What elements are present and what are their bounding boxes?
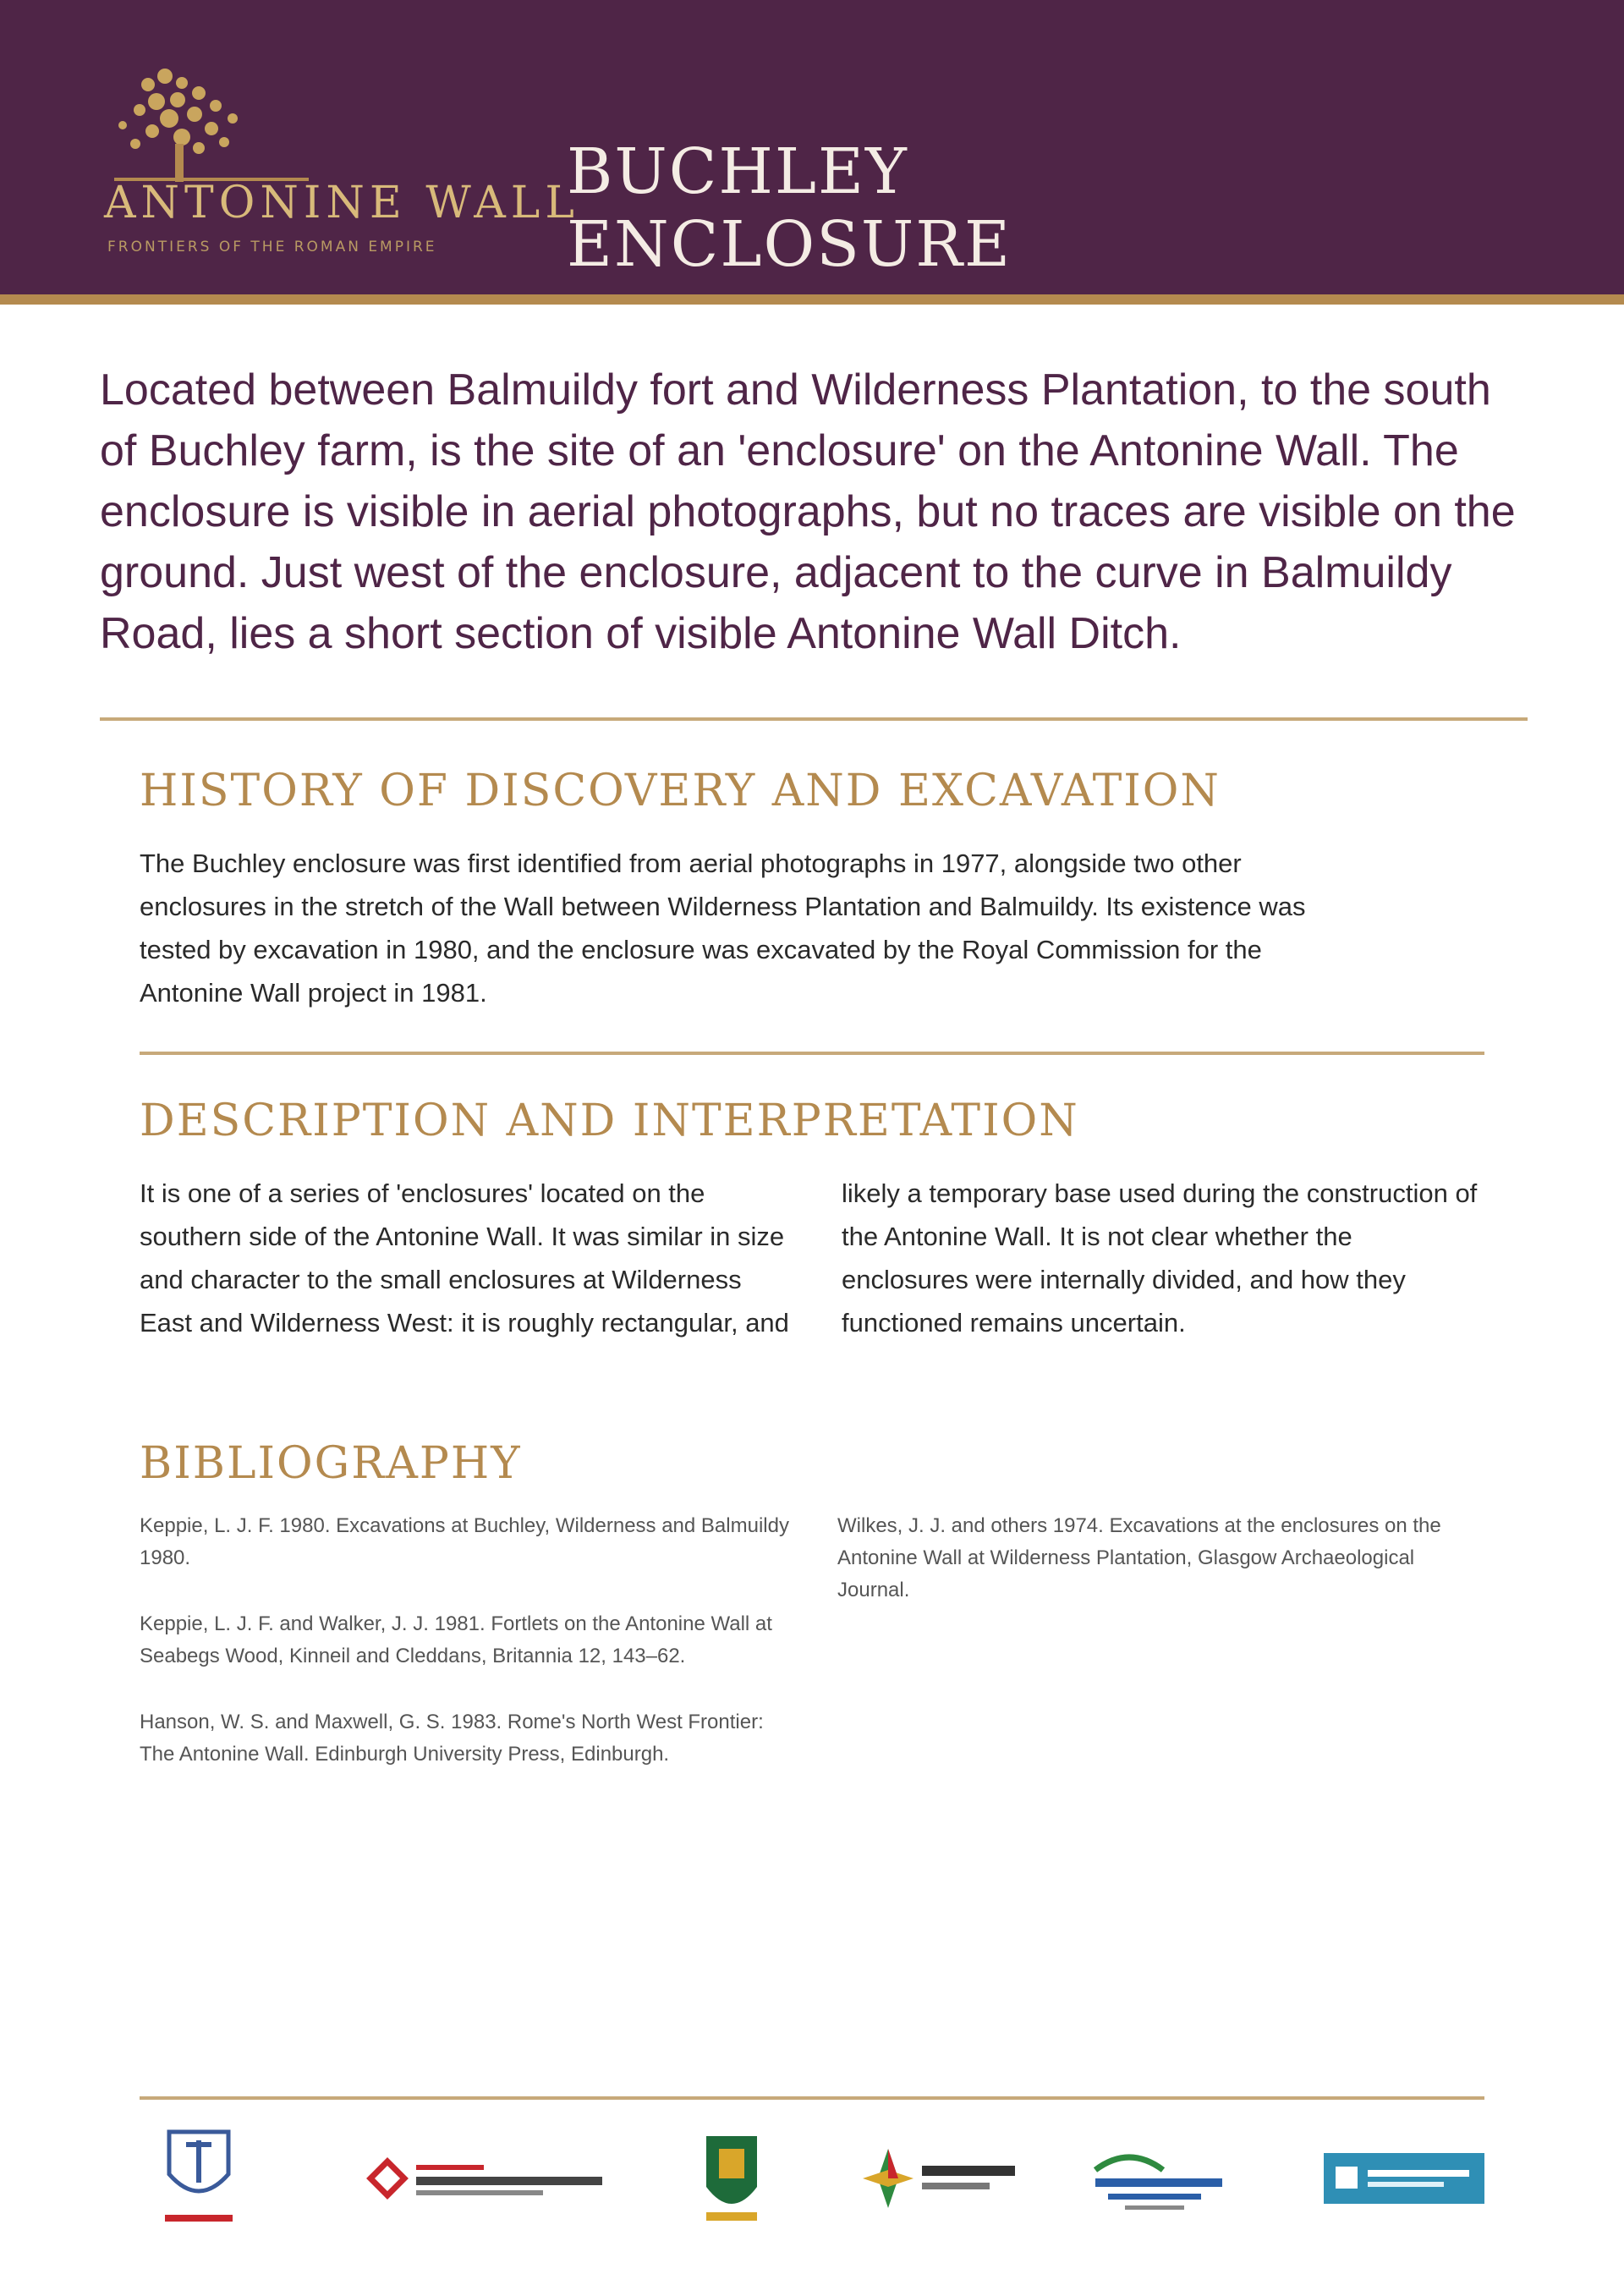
- section-title-history: HISTORY OF DISCOVERY AND EXCAVATION: [140, 766, 1221, 816]
- section-title-bibliography: BIBLIOGRAPHY: [140, 1438, 522, 1489]
- glasgow-city-council-logo[interactable]: [140, 2115, 258, 2242]
- section-divider: [100, 717, 1528, 721]
- east-dunbartonshire-logo[interactable]: [1074, 2115, 1243, 2242]
- bibliography-right-column: [837, 1510, 1446, 1640]
- antonine-wall-logo[interactable]: [97, 59, 579, 271]
- historic-environment-scotland-logo[interactable]: [359, 2115, 613, 2242]
- history-paragraph: The Buchley enclosure was first identified from aerial photographs in 1977, alongside two other enclosures in the stretch of the Wall between Wilderness Plantation and Balmuildy. Its existence was tested by excavation in 1980, and the enclosure was excavated by the Royal Commission for the Antonine Wall project in 1981.: [140, 849, 1306, 1008]
- logo-tagline: FRONTIERS OF THE ROMAN EMPIRE: [107, 239, 437, 255]
- bibliography-entry: Wilkes, J. J. and others 1974. Excavations at the enclosures on the Antonine Wall at Wilderness Plantation, Glasgow Archaeological Journal.: [837, 1514, 1441, 1601]
- glasgow-crest-icon: [152, 2123, 245, 2233]
- description-paragraph-left: It is one of a series of 'enclosures' located on the southern side of the Antonine Wall. It was similar in size and character to the small enclosures at Wilderness East and Wilderness West: it is roughly rectangular, and: [140, 1178, 789, 1338]
- bibliography-left-column: [140, 1510, 791, 1804]
- logo-wordmark: ANTONINE WALL: [104, 178, 579, 228]
- north-lanarkshire-logo[interactable]: [1320, 2115, 1489, 2242]
- bibliography-entry: Keppie, L. J. F. and Walker, J. J. 1981. Fortlets on the Antonine Wall at Seabegs Wood, Kinneil and Cleddans, Britannia 12, 143–62.: [140, 1612, 772, 1667]
- west-dunbartonshire-logo[interactable]: [846, 2115, 1032, 2242]
- north-lanarkshire-badge-icon: [1324, 2153, 1484, 2204]
- section-divider: [140, 1052, 1484, 1055]
- falkirk-crest-icon: [698, 2128, 765, 2229]
- east-dunbartonshire-emblem-icon: [1078, 2136, 1239, 2221]
- page-title: [567, 135, 1582, 281]
- footer-divider: [140, 2096, 1484, 2100]
- tree-emblem-icon: [97, 59, 317, 195]
- section-title-description: DESCRIPTION AND INTERPRETATION: [140, 1096, 1079, 1146]
- compass-star-icon: [854, 2132, 1023, 2225]
- bibliography-entry: Keppie, L. J. F. 1980. Excavations at Buchley, Wilderness and Balmuildy 1980.: [140, 1514, 789, 1569]
- description-paragraph-right: likely a temporary base used during the construction of the Antonine Wall. It is not clear whether the enclosures were internally divided, and how they functioned remains uncertain.: [842, 1178, 1478, 1338]
- sponsor-logos: [140, 2115, 1493, 2242]
- bibliography-entry: Hanson, W. S. and Maxwell, G. S. 1983. Rome's North West Frontier: The Antonine Wall. Edinburgh University Press, Edinburgh.: [140, 1711, 764, 1766]
- intro-paragraph: Located between Balmuildy fort and Wilderness Plantation, to the south of Buchley farm, is the site of an 'enclosure' on the Antonine Wall. The enclosure is visible in aerial photographs, but no traces are visible on the ground. Just west of the enclosure, adjacent to the curve in Balmuildy Road, lies a short section of visible Antonine Wall Ditch.: [100, 365, 1516, 658]
- hes-logo-icon: [364, 2153, 609, 2204]
- falkirk-council-logo[interactable]: [681, 2115, 782, 2242]
- header-gold-rule: [0, 294, 1624, 305]
- page-title-line-2: ENCLOSURE: [567, 208, 1012, 281]
- page-title-line-1: BUCHLEY: [567, 135, 908, 208]
